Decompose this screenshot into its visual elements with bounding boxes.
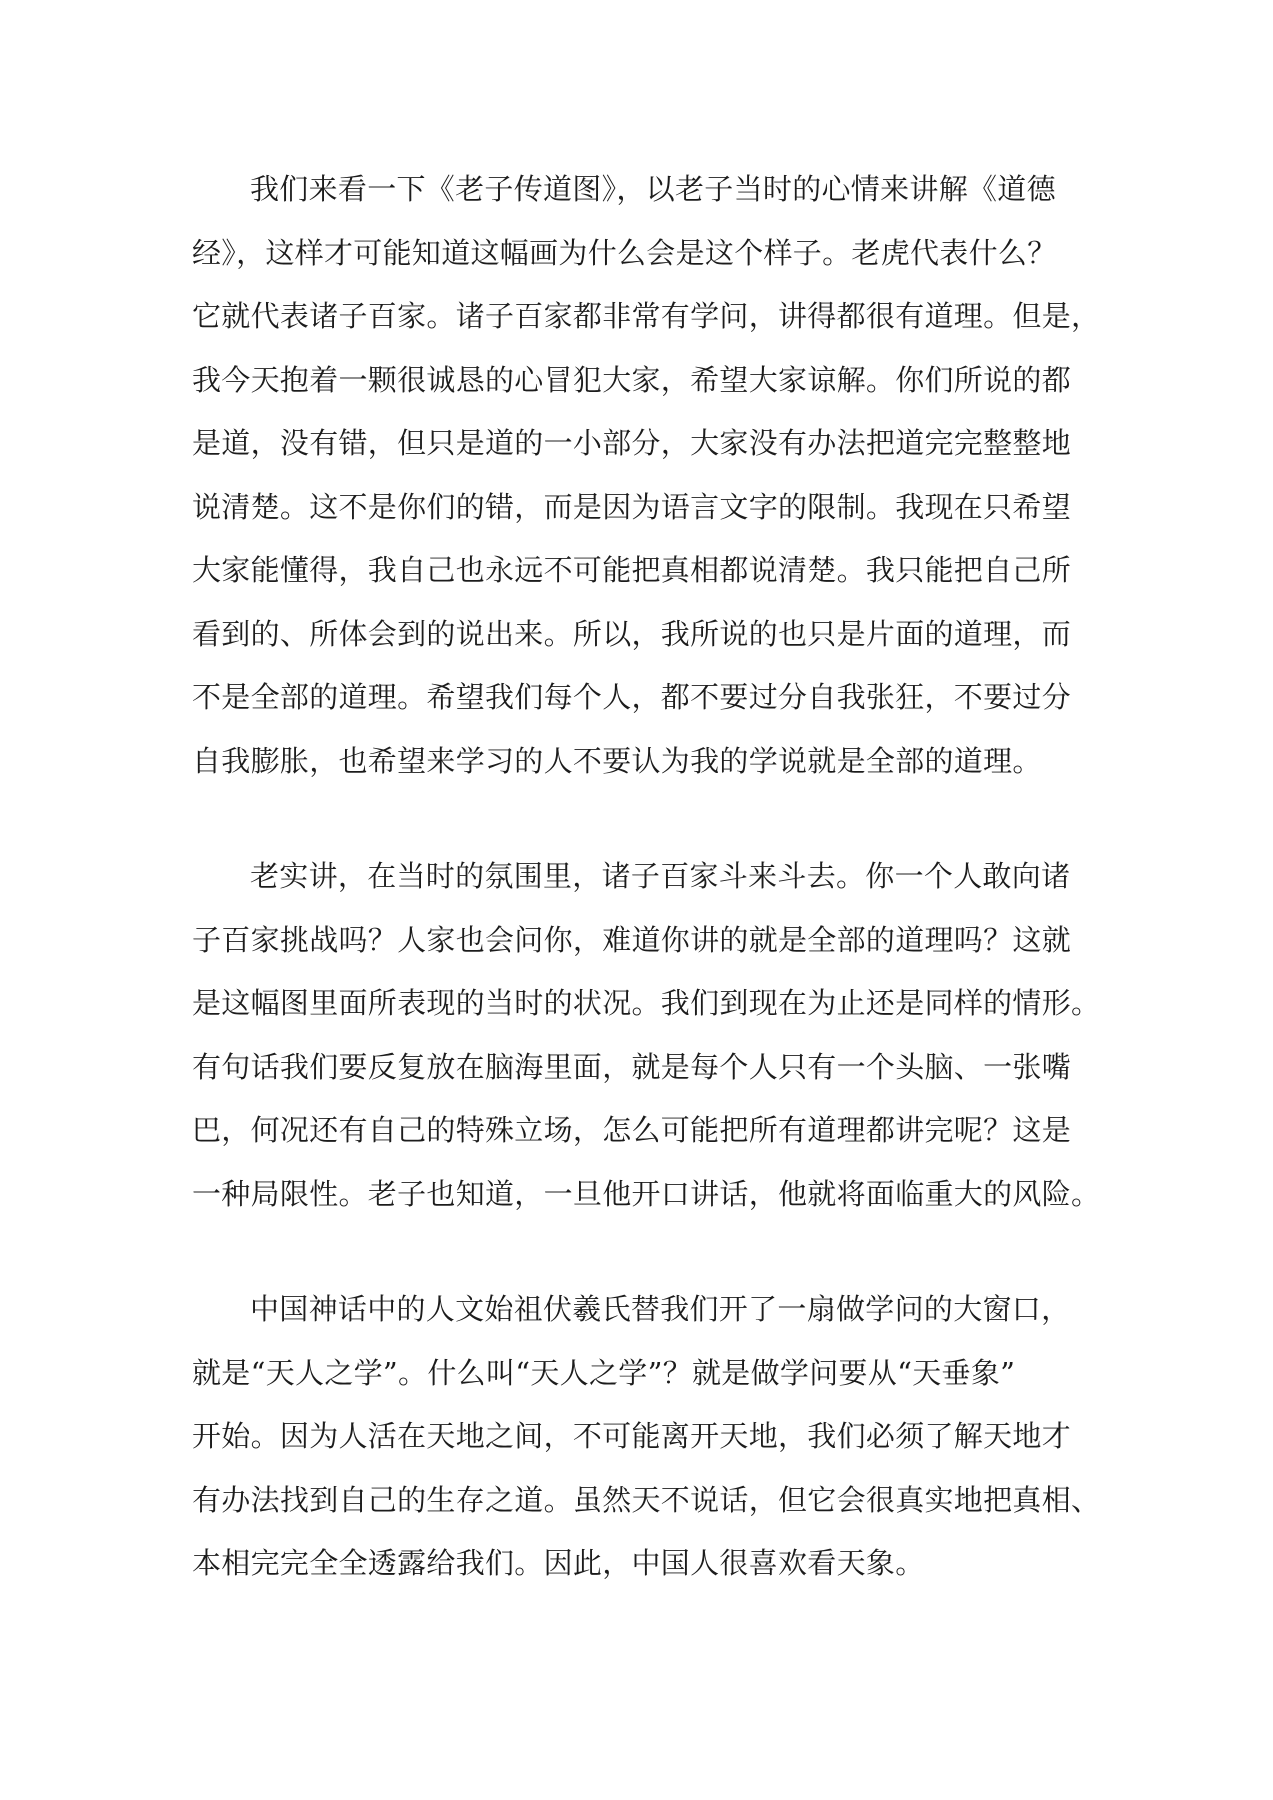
document-body: [192, 158, 1101, 1596]
text-line: 它就代表诸子百家。诸子百家都非常有学问，讲得都很有道理。但是，: [192, 299, 1101, 333]
text-line: 自我膨胀，也希望来学习的人不要认为我的学说就是全部的道理。: [192, 743, 1042, 778]
text-line: 我们来看一下《老子传道图》，以老子当时的心情来讲解《道德: [250, 172, 1056, 206]
text-line: 我今天抱着一颗很诚恳的心冒犯大家，希望大家谅解。你们所说的都: [192, 362, 1072, 397]
paragraph-3: [192, 1278, 1101, 1596]
text-line: 有句话我们要反复放在脑海里面，就是每个人只有一个头脑、一张嘴: [192, 1049, 1072, 1084]
text-line: 子百家挑战吗？人家也会问你，难道你讲的就是全部的道理吗？这就: [192, 922, 1072, 957]
text-line: 中国神话中的人文始祖伏羲氏替我们开了一扇做学问的大窗口，: [250, 1292, 1071, 1326]
paragraph-spacer: [192, 1226, 1092, 1278]
text-line: 一种局限性。老子也知道，一旦他开口讲话，他就将面临重大的风险。: [192, 1176, 1101, 1211]
paragraph-2: [192, 845, 1101, 1226]
text-line: 有办法找到自己的生存之道。虽然天不说话，但它会很真实地把真相、: [192, 1482, 1101, 1517]
text-line: 不是全部的道理。希望我们每个人，都不要过分自我张狂，不要过分: [192, 680, 1072, 714]
text-line: 本相完完全全透露给我们。因此，中国人很喜欢看天象。: [192, 1546, 925, 1580]
text-line: 是这幅图里面所表现的当时的状况。我们到现在为止还是同样的情形。: [192, 986, 1101, 1020]
paragraph-spacer: [192, 793, 1092, 845]
text-line: 说清楚。这不是你们的错，而是因为语言文字的限制。我现在只希望: [192, 489, 1072, 524]
text-line: 看到的、所体会到的说出来。所以，我所说的也只是片面的道理，而: [192, 616, 1072, 651]
text-line: 巴，何况还有自己的特殊立场，怎么可能把所有道理都讲完呢？这是: [192, 1113, 1072, 1147]
text-line: 就是“天人之学”。什么叫“天人之学”？就是做学问要从“天垂象”: [192, 1355, 1016, 1390]
text-line: 经》，这样才可能知道这幅画为什么会是这个样子。老虎代表什么？: [192, 235, 1057, 270]
text-line: 老实讲，在当时的氛围里，诸子百家斗来斗去。你一个人敢向诸: [250, 859, 1071, 893]
text-line: 开始。因为人活在天地之间，不可能离开天地，我们必须了解天地才: [192, 1419, 1072, 1453]
text-line: 是道，没有错，但只是道的一小部分，大家没有办法把道完完整整地: [192, 426, 1072, 460]
text-line: 大家能懂得，我自己也永远不可能把真相都说清楚。我只能把自己所: [192, 553, 1072, 587]
paragraph-1: [192, 158, 1101, 793]
